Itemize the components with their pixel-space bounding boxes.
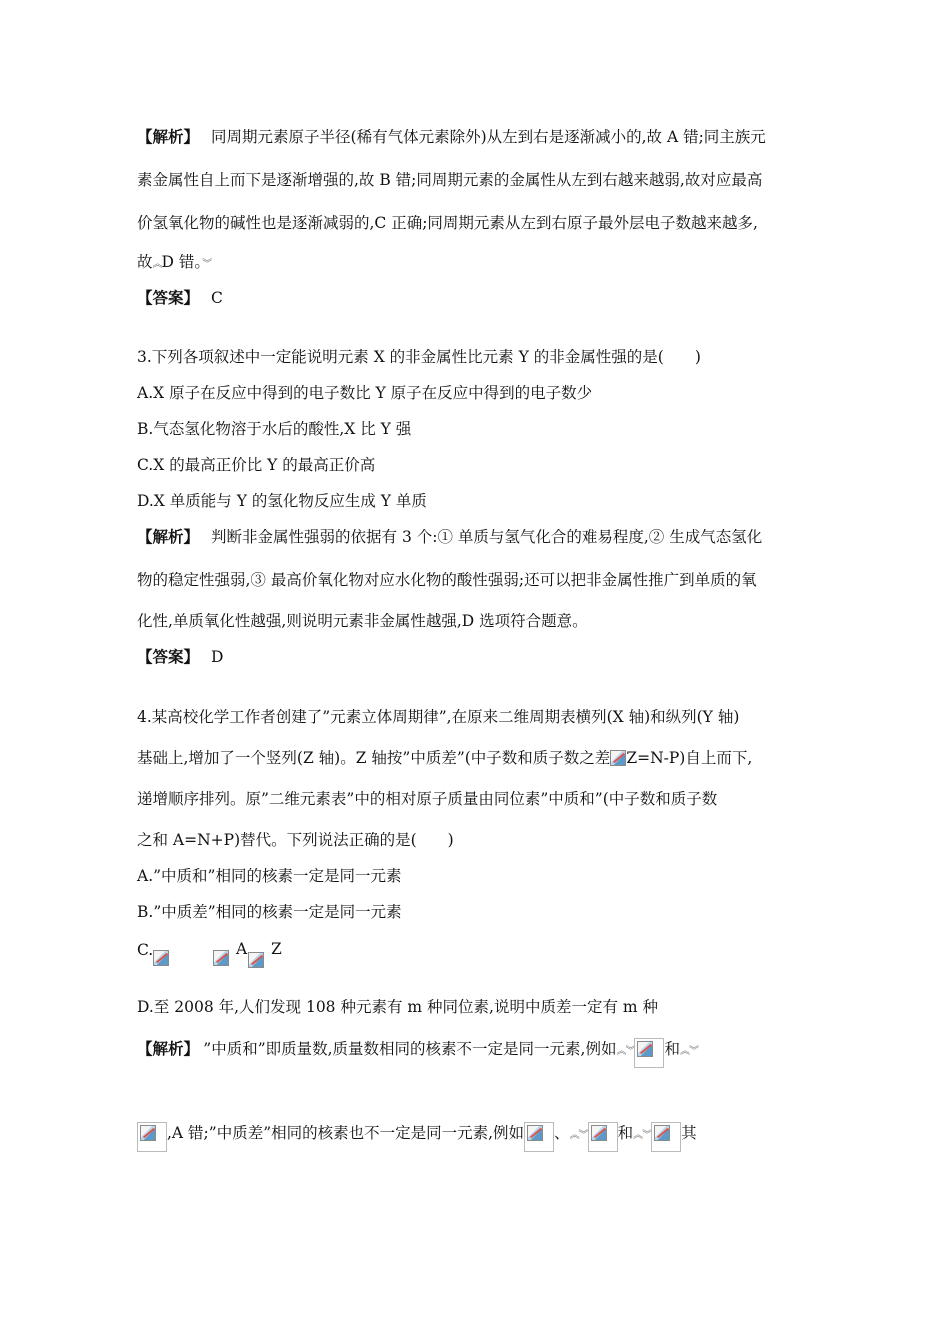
broken-image-icon [591,1125,607,1141]
q3-option-a: A.X 原子在反应中得到的电子数比 Y 原子在反应中得到的电子数少 [137,384,593,402]
answer-tag: 【答案】 [137,288,200,307]
q3-answer: 【答案】 D [137,647,224,666]
analysis-tag: 【解析】 [137,527,200,546]
broken-image-icon: ︽︾ [633,1130,652,1141]
q2-analysis-line-1: 【解析】 同周期元素原子半径(稀有气体元素除外)从左到右是逐渐减小的,故 A 错;同主族元 [137,127,766,146]
q4-analysis-line-1: 【解析】 ”中质和”即质量数,质量数相同的核素不一定是同一元素,例如︽︾ 和︽︾ [137,1038,698,1068]
q4-option-c: C. [137,941,154,959]
answer-tag: 【答案】 [137,647,200,666]
image-box [588,1122,618,1152]
q3-option-c: C.X 的最高正价比 Y 的最高正价高 [137,456,376,474]
q2-analysis-line-2: 素金属性自上而下是逐渐增强的,故 B 错;同周期元素的金属性从左到右越来越弱,故对应最高 [137,171,763,189]
broken-image-icon: ︽︾ [569,1130,588,1141]
broken-image-icon: ︽︾ [680,1046,698,1057]
broken-image-icon [527,1125,543,1141]
broken-image-icon [654,1125,670,1141]
q3-stem: 3.下列各项叙述中一定能说明元素 X 的非金属性比元素 Y 的非金属性强的是( ) [137,348,701,366]
broken-image-icon: ︾ [202,259,212,270]
image-box [524,1122,554,1152]
q4-option-a: A.”中质和”相同的核素一定是同一元素 [137,867,402,885]
q2-analysis-line-4: 故︽D 错。︾ [137,253,212,271]
q2-analysis-line-3: 价氢氧化物的碱性也是逐渐减弱的,C 正确;同周期元素从左到右原子最外层电子数越来越多, [137,214,758,232]
image-box [651,1122,681,1152]
q3-option-b: B.气态氢化物溶于水后的酸性,X 比 Y 强 [137,420,412,438]
q3-analysis-line-3: 化性,单质氧化性越强,则说明元素非金属性越强,D 选项符合题意。 [137,612,588,630]
q4-stem-line-1: 4.某高校化学工作者创建了”元素立体周期律”,在原来二维周期表横列(X 轴)和纵列(Y 轴) [137,708,740,726]
q4-option-d: D.至 2008 年,人们发现 108 种元素有 m 种同位素,说明中质差一定有 m 种 [137,998,659,1016]
broken-image-icon [213,950,229,966]
broken-image-icon: ︽ [152,259,162,270]
q4-stem-line-4: 之和 A=N+P)替代。下列说法正确的是( ) [137,831,454,849]
q3-option-d: D.X 单质能与 Y 的氢化物反应生成 Y 单质 [137,492,427,510]
image-box [634,1038,664,1068]
option-c-z-label: Z [271,940,282,958]
broken-image-icon: ︽︾ [616,1046,635,1057]
q3-analysis-line-2: 物的稳定性强弱,③ 最高价氧化物对应水化物的酸性强弱;还可以把非金属性推广到单质的氧 [137,571,757,589]
q3-analysis-line-1: 【解析】 判断非金属性强弱的依据有 3 个:① 单质与氢气化合的难易程度,② 生成气态氢化 [137,527,763,546]
broken-image-icon [248,952,264,968]
q4-analysis-line-2: ,A 错;”中质差”相同的核素也不一定是同一元素,例如 、︽︾ 和︽︾ 其 [137,1122,697,1152]
broken-image-icon [610,750,626,766]
q4-option-b: B.”中质差”相同的核素一定是同一元素 [137,903,402,921]
analysis-tag: 【解析】 [137,127,200,146]
analysis-tag: 【解析】 [137,1039,192,1058]
broken-image-icon [140,1125,156,1141]
broken-image-icon [153,950,169,966]
q4-stem-line-3: 递增顺序排列。原”二维元素表”中的相对原子质量由同位素”中质和”(中子数和质子数 [137,790,718,808]
option-c-mass-label: A [236,940,248,958]
q4-stem-line-2: 基础上,增加了一个竖列(Z 轴)。Z 轴按”中质差”(中子数和质子数之差 Z=N-P)自上而下, [137,749,753,767]
q2-answer: 【答案】 C [137,288,223,307]
image-box [137,1122,167,1152]
broken-image-icon [637,1041,653,1057]
